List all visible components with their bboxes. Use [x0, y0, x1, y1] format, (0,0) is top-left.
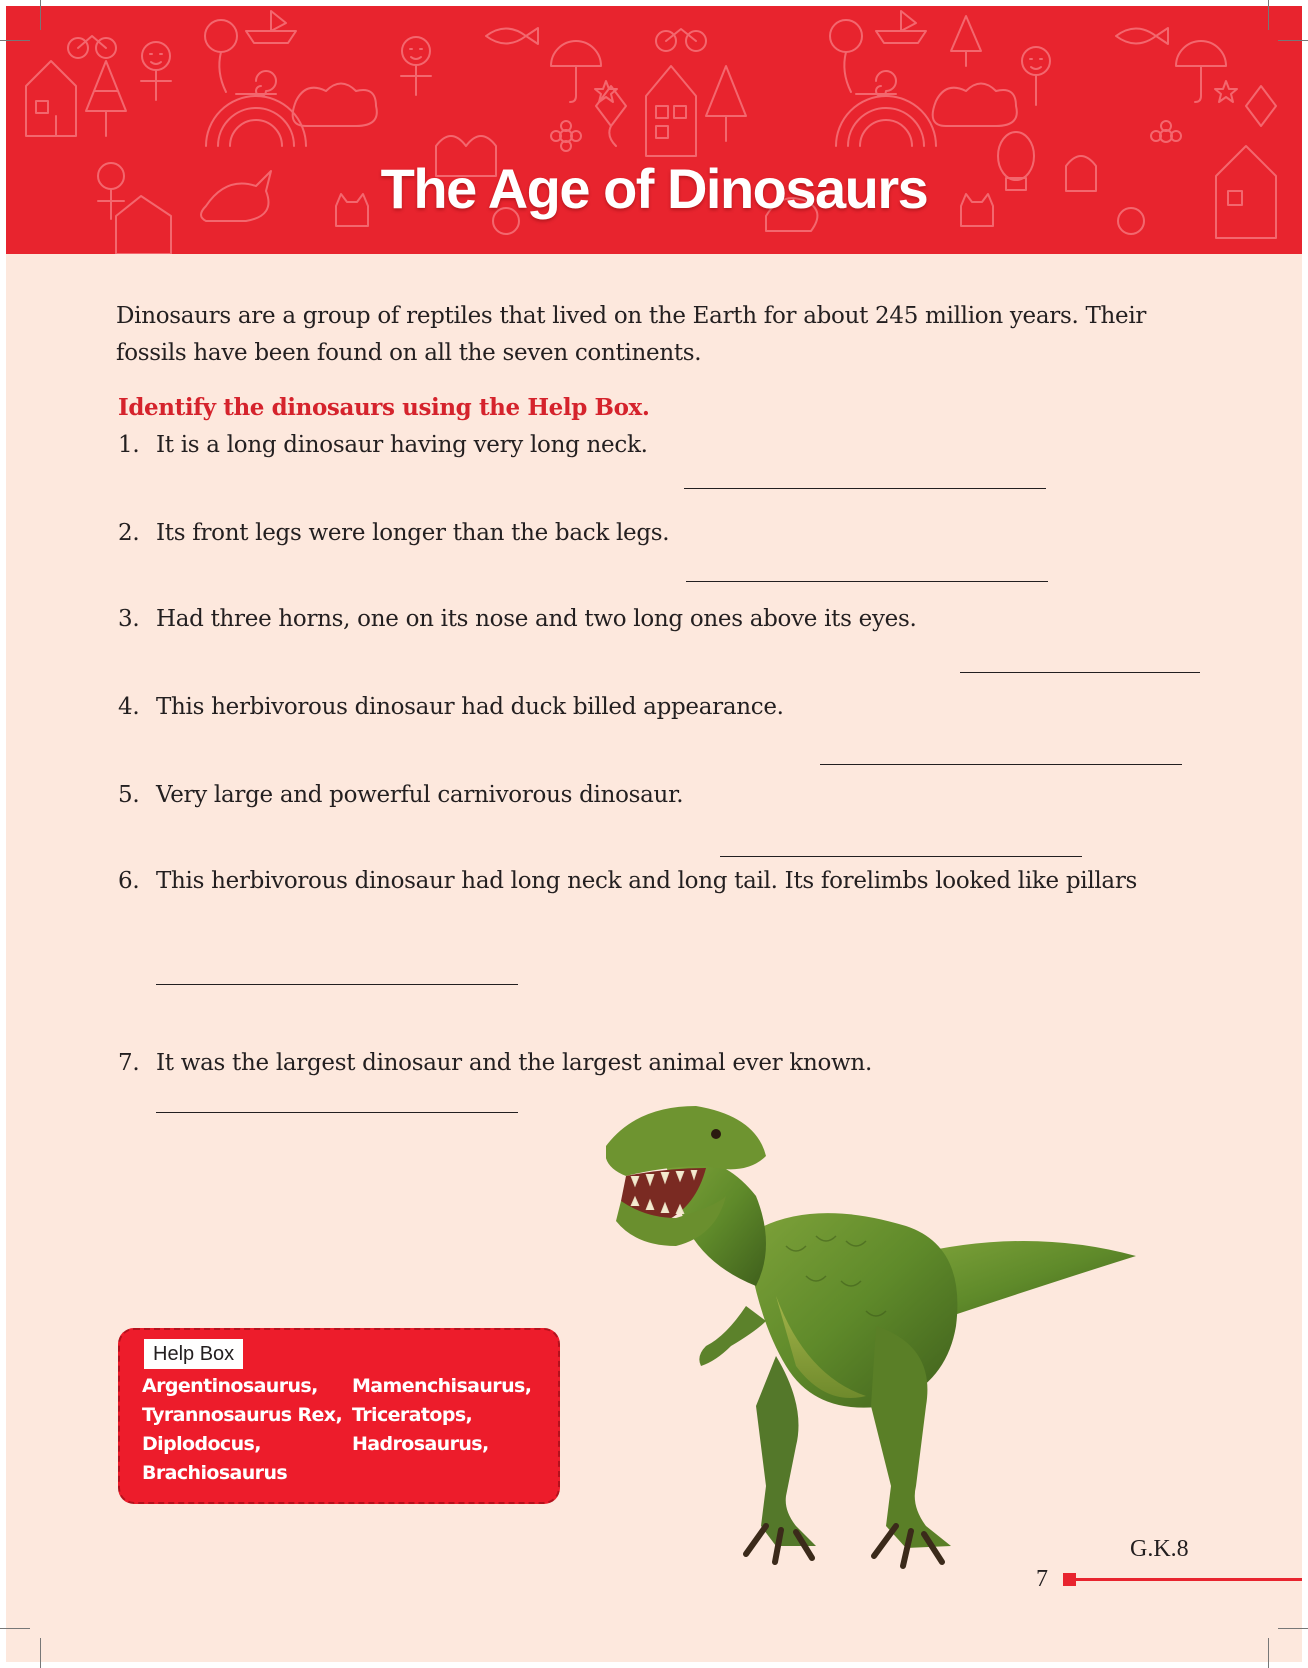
help-box-column-2 — [352, 1372, 531, 1459]
question-number: 3. — [118, 606, 140, 632]
crop-mark — [40, 0, 41, 30]
help-box — [118, 1328, 560, 1504]
answer-blank-2[interactable] — [686, 581, 1048, 582]
book-code: G.K.8 — [1130, 1536, 1189, 1562]
help-word: Mamenchisaurus, — [352, 1375, 532, 1397]
help-box-column-1 — [142, 1372, 342, 1488]
question-5 — [118, 782, 683, 808]
question-text: Its front legs were longer than the back legs. — [156, 520, 670, 546]
tyrannosaurus-rex-image — [606, 1106, 1166, 1576]
answer-blank-4[interactable] — [820, 764, 1182, 765]
answer-blank-7[interactable] — [156, 1112, 518, 1113]
page-number: 7 — [1036, 1566, 1048, 1592]
instruction-heading: Identify the dinosaurs using the Help Box. — [118, 394, 650, 421]
page-title: The Age of Dinosaurs — [380, 157, 928, 220]
answer-blank-1[interactable] — [684, 488, 1046, 489]
crop-mark — [1278, 40, 1308, 41]
question-number: 6. — [118, 868, 140, 894]
help-word: Triceratops, — [352, 1404, 473, 1426]
footer-rule — [1076, 1578, 1302, 1581]
question-text: It is a long dinosaur having very long neck. — [156, 432, 648, 458]
question-text: This herbivorous dinosaur had long neck and long tail. Its forelimbs looked like pillars — [156, 868, 1138, 894]
question-text: This herbivorous dinosaur had duck billed appearance. — [156, 694, 784, 720]
question-text: Had three horns, one on its nose and two long ones above its eyes. — [156, 606, 917, 632]
help-word: Argentinosaurus, — [142, 1375, 318, 1397]
intro-paragraph: Dinosaurs are a group of reptiles that lived on the Earth for about 245 million years. Their fossils have been found on all the seven continents. — [116, 303, 1147, 366]
help-word: Tyrannosaurus Rex, — [142, 1404, 343, 1426]
question-6 — [118, 868, 1137, 894]
question-4 — [118, 694, 784, 720]
question-1 — [118, 432, 648, 458]
answer-blank-6[interactable] — [156, 984, 518, 985]
help-word: Brachiosaurus — [142, 1462, 288, 1484]
question-number: 7. — [118, 1050, 140, 1076]
crop-mark — [1278, 1628, 1308, 1629]
question-text: It was the largest dinosaur and the largest animal ever known. — [156, 1050, 872, 1076]
crop-mark — [0, 1628, 30, 1629]
title-banner — [6, 6, 1302, 254]
crop-mark — [40, 1638, 41, 1668]
crop-mark — [0, 40, 30, 41]
help-box-label: Help Box — [144, 1339, 243, 1369]
crop-mark — [1268, 1638, 1269, 1668]
worksheet-page — [6, 6, 1302, 1662]
help-word: Diplodocus, — [142, 1433, 261, 1455]
question-text: Very large and powerful carnivorous dinosaur. — [156, 782, 684, 808]
question-number: 1. — [118, 432, 140, 458]
question-number: 4. — [118, 694, 140, 720]
help-word: Hadrosaurus, — [352, 1433, 489, 1455]
crop-mark — [1268, 0, 1269, 30]
question-3 — [118, 606, 916, 632]
question-number: 2. — [118, 520, 140, 546]
answer-blank-5[interactable] — [720, 856, 1082, 857]
footer-marker — [1063, 1573, 1076, 1586]
question-7 — [118, 1050, 872, 1076]
question-2 — [118, 520, 669, 546]
answer-blank-3[interactable] — [960, 672, 1200, 673]
question-number: 5. — [118, 782, 140, 808]
